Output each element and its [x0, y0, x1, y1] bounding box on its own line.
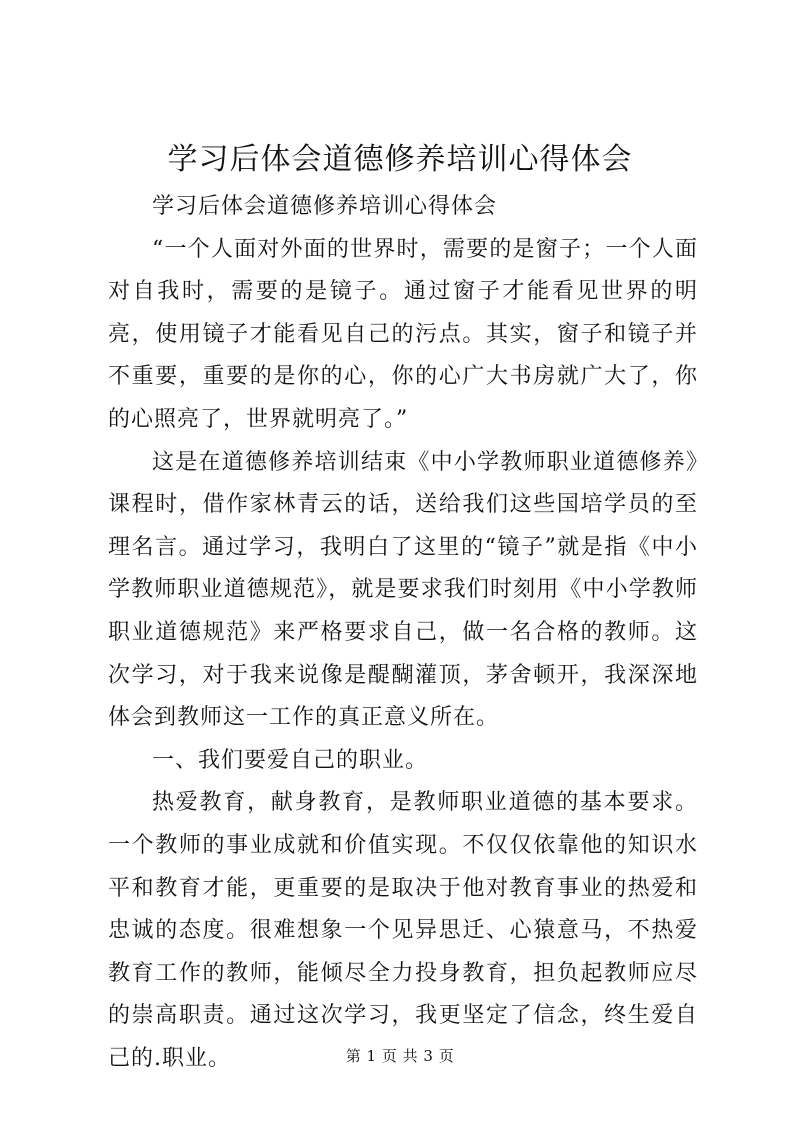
document-title: 学习后体会道德修养培训心得体会	[167, 142, 633, 177]
paragraph-section-1: 热爱教育，献身教育，是教师职业道德的基本要求。一个教师的事业成就和价值实现。不仅仅依靠他的知识水平和教育才能，更重要的是取决于他对教育事业的热爱和忠诚的态度。很难想象一个见异思迁、心猿意马，不热爱教育工作的教师，能倾尽全力投身教育，担负起教师应尽的崇高职责。通过这次学习，我更坚定了信念，终生爱自己的.职业。	[108, 790, 698, 1071]
document-body	[108, 186, 698, 1080]
page-footer: 第 1 页 共 3 页	[345, 1047, 455, 1065]
paragraph-intro: 这是在道德修养培训结束《中小学教师职业道德修养》课程时，借作家林青云的话，送给我们这些国培学员的至理名言。通过学习，我明白了这里的“镜子”就是指《中小学教师职业道德规范》，就是要求我们时刻用《中小学教师职业道德规范》来严格要求自己，做一名合格的教师。这次学习，对于我来说像是醍醐灌顶，茅舍顿开，我深深地体会到教师这一工作的真正意义所在。	[108, 449, 698, 731]
section-heading-1: 一、我们要爱自己的职业。	[152, 747, 429, 773]
paragraph-subtitle: 学习后体会道德修养培训心得体会	[152, 194, 498, 219]
paragraph-quote: “一个人面对外面的世界时，需要的是窗子；一个人面对自我时，需要的是镜子。通过窗子才能看见世界的明亮，使用镜子才能看见自己的污点。其实，窗子和镜子并不重要，重要的是你的心，你的心广大书房就广大了，你的心照亮了，世界就明亮了。”	[108, 236, 698, 432]
